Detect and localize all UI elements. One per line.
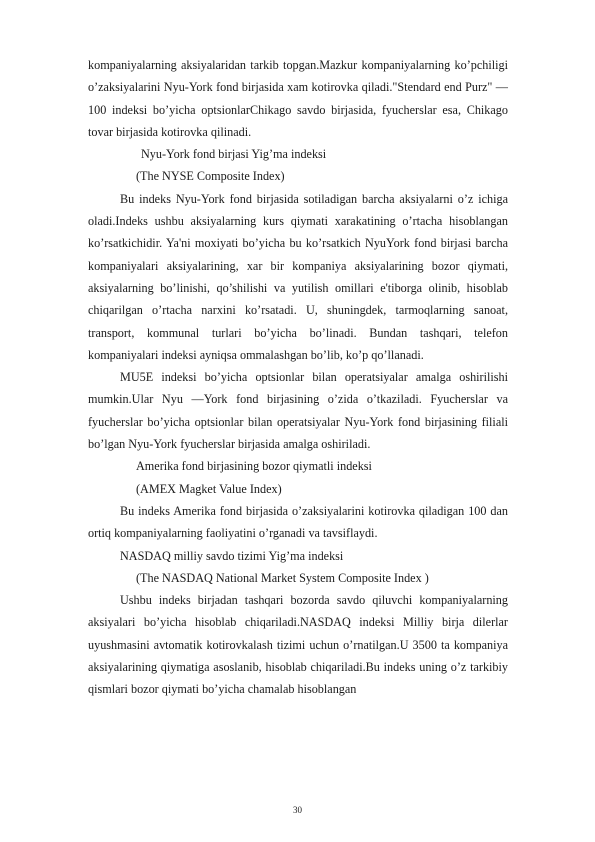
heading-nasdaq-index: NASDAQ milliy savdo tizimi Yig’ma indeksi [120,548,344,563]
page-content [88,54,508,701]
heading-nasdaq-index-english: (The NASDAQ National Market System Composite Index ) [136,570,429,585]
heading-amex-index: Amerika fond birjasining bozor qiymatli indeksi [136,459,372,474]
paragraph-continuation: kompaniyalarning aksiyalaridan tarkib topgan.Mazkur kompaniyalarning ko’pchiligi o’zaksiyalarini Nyu-York fond birjasida xam kotirovka qiladi."Stendard end Purz" —100 indeksi bo’yicha optsionlarChikago savdo birjasida, fyucherslar esa, Chikago tovar birjasida kotirovka qilinadi. [88,58,508,139]
heading-amex-index-english: (AMEX Magket Value Index) [136,481,282,496]
heading-nyse-index: Nyu-York fond birjasi Yig’ma indeksi [141,147,327,162]
paragraph-nyse-description: Bu indeks Nyu-York fond birjasida sotiladigan barcha aksiyalarni o’z ichiga oladi.Indeks ushbu aksiyalarning kurs qiymati xarakatining o’rtacha hisoblangan ko’rsatkichidir. Ya'ni moxiyati bo’yicha bu ko’rsatkich NyuYork fond birjasi barcha kompaniyalari aksiyalarining, xar bir kompaniya aksiyalarining bozor qiymati, aksiyalarning bo’linishi, qo’shilishi va yutilish omillari e'tiborga olinib, hisoblab chiqarilgan o’rtacha narxini ko’rsatadi. U, shuningdek, tarmoqlarning sanoat, transport, kommunal turlari bo’yicha bo’linadi. Bundan tashqari, telefon kompaniyalari indeksi ayniqsa ommalashgan bo’lib, ko’p qo’llanadi. [88,191,508,362]
paragraph-amex-description: Bu indeks Amerika fond birjasida o’zaksiyalarini kotirovka qiladigan 100 dan ortiq kompaniyalarning faoliyatini o’rganadi va tavsiflaydi. [88,503,508,541]
page-number: 30 [293,805,302,815]
paragraph-options-futures: MU5E indeksi bo’yicha optsionlar bilan operatsiyalar amalga oshirilishi mumkin.Ular Nyu —York fond birjasining o’zida o’tkaziladi. Fyucherslar va fyucherslar bo’yicha optsionlar bilan operatsiyalar Nyu-York fond birjasining filiali bo’lgan Nyu-York fyucherslar birjasida amalga oshiriladi. [88,370,508,452]
paragraph-nasdaq-description: Ushbu indeks birjadan tashqari bozorda savdo qiluvchi kompaniyalarning aksiyalari bo’yicha hisoblab chiqariladi.NASDAQ indeksi Milliy birja dilerlar uyushmasini avtomatik kotirovkalash tizimi uchun o’rnatilgan.U 3500 ta kompaniya aksiyalarining qiymatiga asoslanib, hisoblab chiqariladi.Bu indeks uning o’z tarkibiy qismlari bozor qiymati bo’yicha chamalab hisoblangan [88,593,508,697]
heading-nyse-index-english: (The NYSE Composite Index) [136,169,285,184]
